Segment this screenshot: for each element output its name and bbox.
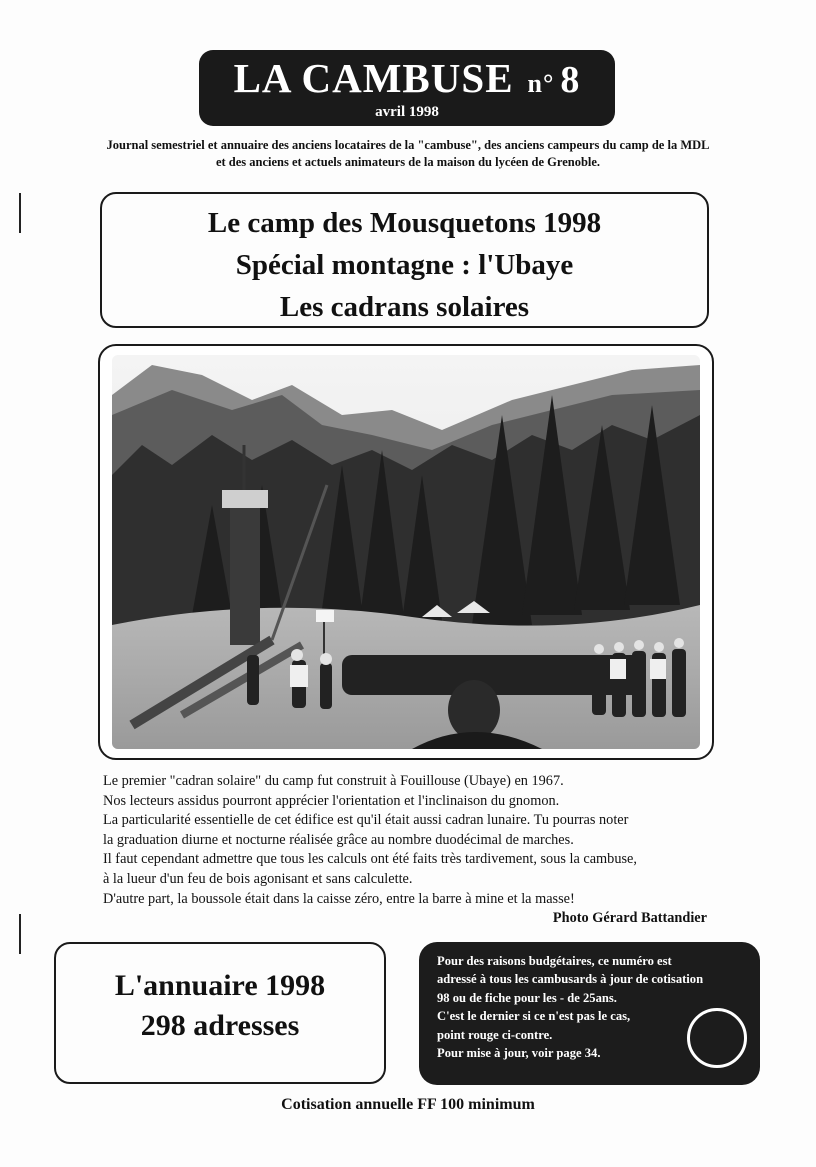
camp-photo [112, 355, 700, 749]
caption-line: D'autre part, la boussole était dans la caisse zéro, entre la barre à mine et la masse! [103, 890, 575, 907]
headline-line: Le camp des Mousquetons 1998 [207, 207, 602, 239]
caption-line: Il faut cependant admettre que tous les calculs ont été faits très tardivement, sous la cambuse, [103, 851, 637, 868]
annuaire-title: L'annuaire 1998 [114, 969, 326, 1002]
headline-line: Les cadrans solaires [279, 291, 530, 323]
notice-line: C'est le dernier si ce n'est pas le cas, [437, 1009, 631, 1024]
notice-line: Pour mise à jour, voir page 34. [437, 1046, 601, 1061]
annuaire-count: 298 adresses [140, 1009, 300, 1042]
headline-line: Spécial montagne : l'Ubaye [235, 249, 574, 281]
issue-number: 8 [560, 59, 581, 101]
membership-fee-note: Cotisation annuelle FF 100 minimum [281, 1096, 535, 1113]
camp-photo-illustration [112, 355, 700, 749]
caption-line: La particularité essentielle de cet édifice est qu'il était aussi cadran lunaire. Tu pourras noter [103, 812, 629, 829]
notice-line: 98 ou de fiche pour les - de 25ans. [437, 990, 617, 1005]
caption-line: la graduation diurne et nocturne réalisée grâce au nombre duodécimal de marches. [103, 831, 574, 848]
notice-line: adressé à tous les cambusards à jour de cotisation [437, 972, 704, 987]
photo-credit: Photo Gérard Battandier [552, 910, 707, 927]
binding-mark-top [19, 193, 21, 233]
issue-date: avril 1998 [375, 104, 439, 120]
annuaire-box [54, 942, 386, 1084]
photo-caption [103, 772, 715, 929]
caption-line: Nos lecteurs assidus pourront apprécier l'orientation et l'inclinaison du gnomon. [103, 792, 560, 809]
notice-line: point rouge ci-contre. [437, 1027, 553, 1042]
masthead-title [199, 54, 615, 102]
binding-mark-bottom [19, 914, 21, 954]
masthead [199, 50, 615, 126]
journal-name: LA CAMBUSE [233, 55, 514, 101]
subscription-notice [419, 942, 760, 1085]
status-dot-icon [687, 1008, 747, 1068]
subtitle-line: Journal semestriel et annuaire des anciens locataires de la "cambuse", des anciens campeurs du camp de la MDL [106, 138, 710, 152]
notice-line: Pour des raisons budgétaires, ce numéro est [437, 954, 672, 968]
issue-prefix: n° [527, 69, 555, 98]
photo-frame [98, 344, 714, 760]
caption-line: Le premier "cadran solaire" du camp fut construit à Fouillouse (Ubaye) en 1967. [103, 773, 564, 789]
journal-subtitle [40, 137, 776, 171]
headline-box [100, 192, 709, 328]
subtitle-line: et des anciens et actuels animateurs de la maison du lycéen de Grenoble. [215, 155, 601, 169]
caption-line: à la lueur d'un feu de bois agonisant et sans calculette. [103, 870, 413, 887]
